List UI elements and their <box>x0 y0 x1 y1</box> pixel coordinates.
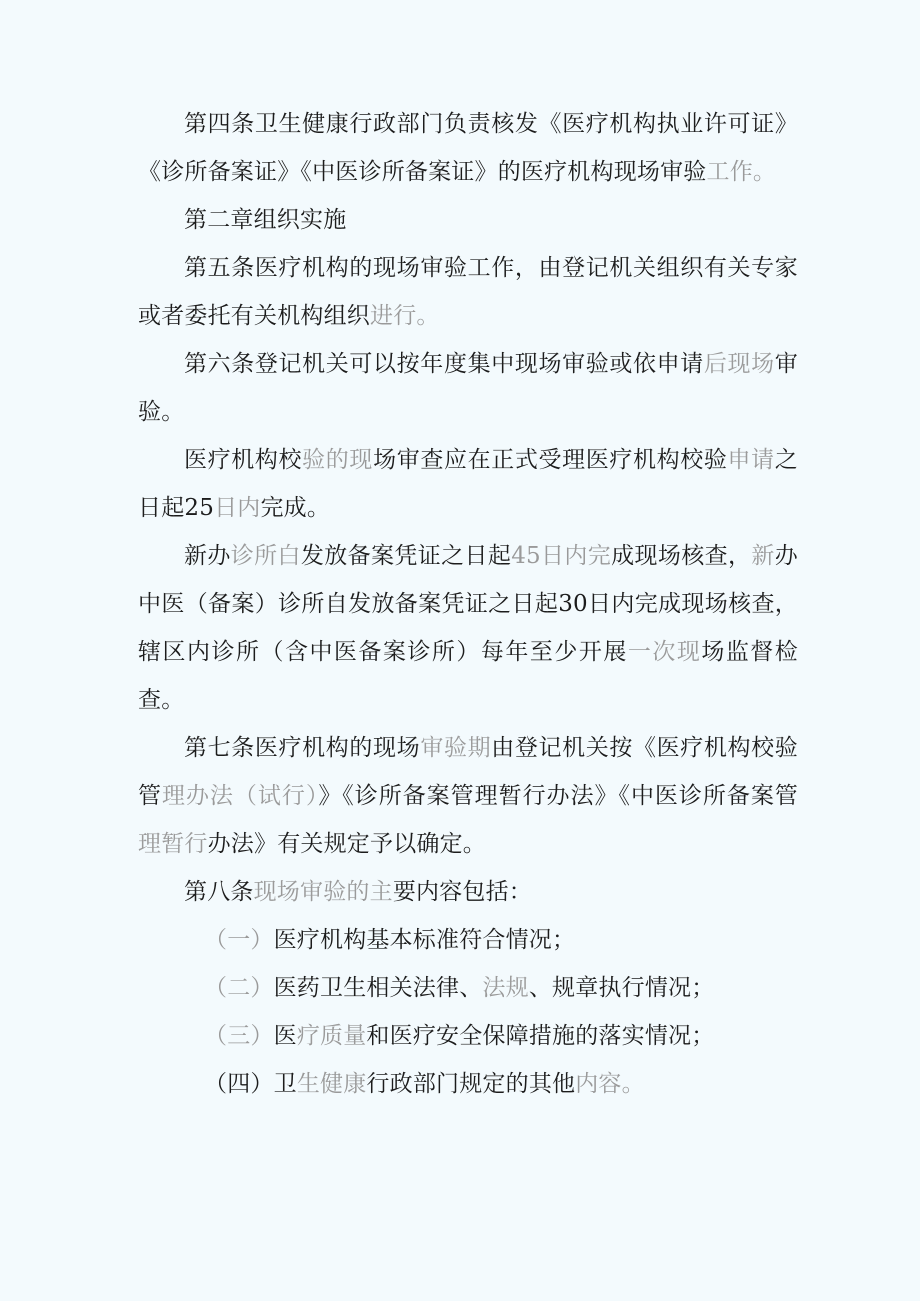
paragraph-article-4 <box>138 100 798 196</box>
paragraph-article-6 <box>138 340 798 436</box>
paragraph-chapter-2-heading <box>138 196 798 244</box>
text-segment: 发放备案凭证之日起 <box>300 543 512 569</box>
text-segment: 要内容包括： <box>392 879 533 905</box>
text-segment: 生健康 <box>296 1071 367 1097</box>
text-segment: 日内 <box>214 495 261 521</box>
paragraph-item-2 <box>138 964 798 1012</box>
paragraph-new-clinic-check <box>138 532 798 724</box>
text-segment: 疗质量 <box>296 1023 367 1049</box>
text-segment: 现场审验的主 <box>253 879 393 905</box>
text-segment: （一） <box>204 927 274 953</box>
text-segment: 理办法（试行） <box>161 783 319 809</box>
text-segment: 审验。 <box>138 351 798 425</box>
text-segment: 由登记机关按《医疗机构校验管 <box>138 735 798 809</box>
paragraph-verification-deadline <box>138 436 798 532</box>
text-segment: 第四条卫生健康行政部门负责核发《医疗机构执业许可证》《诊所备案证》《中医诊所备案证》的医疗机构现场审验 <box>138 111 798 185</box>
paragraph-article-5 <box>138 244 798 340</box>
text-segment: 办法》有关规定予以确定。 <box>207 831 487 857</box>
text-segment: 验的现 <box>302 447 374 473</box>
text-segment: 一次现 <box>627 639 702 665</box>
text-segment: 之日起25 <box>138 447 798 521</box>
text-segment: 完成。 <box>260 495 331 521</box>
text-segment: 申请 <box>727 447 775 473</box>
document-body <box>138 100 798 1108</box>
text-segment: 理暂行 <box>138 831 208 857</box>
text-segment: 后现场 <box>703 351 775 377</box>
text-segment: 行政部门规定的其他 <box>366 1071 576 1097</box>
paragraph-item-3 <box>138 1012 798 1060</box>
text-segment: 医药卫生相关法律、 <box>273 975 483 1001</box>
text-segment: 新 <box>751 543 775 569</box>
text-segment: 、规章执行情况； <box>528 975 715 1001</box>
text-segment: 医疗机构基本标准符合情况； <box>273 927 576 953</box>
paragraph-article-8 <box>138 868 798 916</box>
text-segment: 第七条医疗机构的现场 <box>184 735 421 761</box>
text-segment: 场监督检查。 <box>138 639 799 713</box>
text-segment: 医疗机构校 <box>184 447 303 473</box>
text-segment: 审验期 <box>420 735 492 761</box>
text-segment: 成现场核查， <box>611 543 752 569</box>
paragraph-item-1 <box>138 916 798 964</box>
text-segment: 医 <box>273 1023 297 1049</box>
text-segment: 第五条医疗机构的现场审验工作，由登记机关组织有关专家或者委托有关机构组织 <box>138 255 798 329</box>
text-segment: 45日内完 <box>511 543 612 569</box>
text-segment: 办中医（备案）诊所自发放备案凭证之日起30日内完成现场核查，辖区内诊所（含中医备案诊所）每年至少开展 <box>138 543 798 665</box>
text-segment: （四）卫 <box>204 1071 297 1097</box>
text-segment: 和医疗安全保障措施的落实情况； <box>366 1023 715 1049</box>
text-segment: （三） <box>204 1023 274 1049</box>
paragraph-article-7 <box>138 724 798 868</box>
text-segment: 进行。 <box>370 303 440 329</box>
text-segment: 第八条 <box>184 879 254 905</box>
paragraph-item-4 <box>138 1060 798 1108</box>
text-segment: 法规 <box>482 975 529 1001</box>
text-segment: （二） <box>204 975 274 1001</box>
text-segment: 工作。 <box>706 159 777 185</box>
text-segment: 场审查应在正式受理医疗机构校验 <box>373 447 728 473</box>
text-segment: 第二章组织实施 <box>184 207 347 233</box>
text-segment: 诊所白 <box>230 543 301 569</box>
text-segment: 新办 <box>184 543 231 569</box>
text-segment: 内容。 <box>575 1071 645 1097</box>
text-segment: 》《诊所备案管理暂行办法》《中医诊所备案管 <box>318 783 799 809</box>
text-segment: 第六条登记机关可以按年度集中现场审验或依申请 <box>184 351 704 377</box>
